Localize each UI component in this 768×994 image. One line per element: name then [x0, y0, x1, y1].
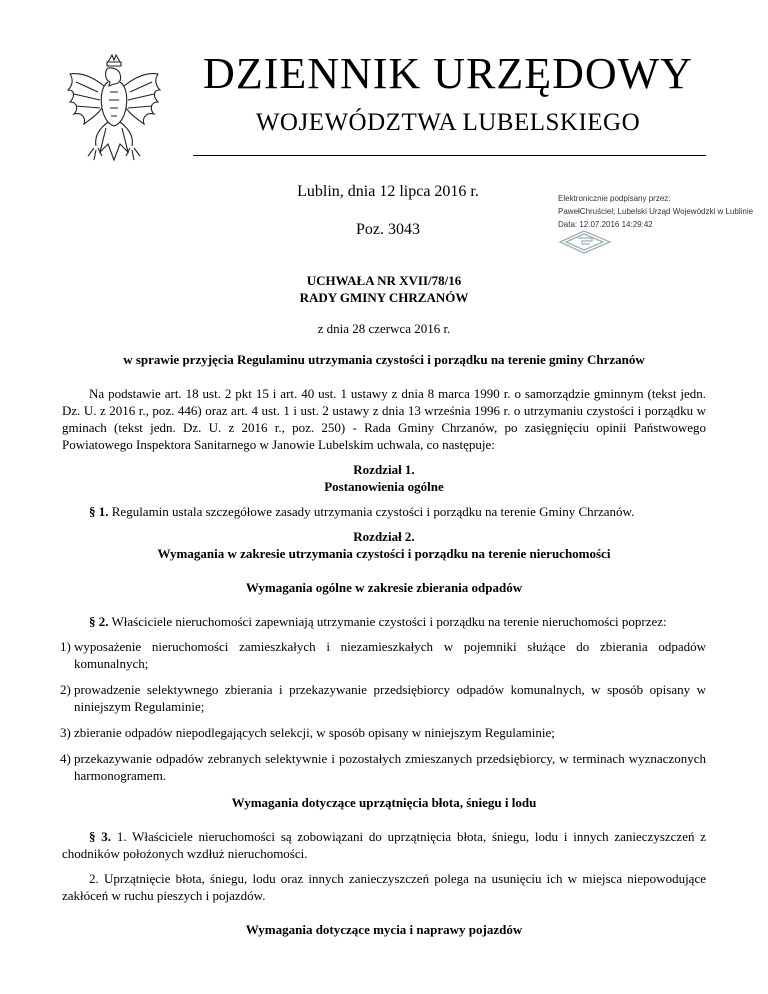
list-item: [62, 638, 706, 672]
list-item-number: 2): [60, 682, 71, 697]
signature-date: Data: 12.07.2016 14:29:42: [558, 220, 653, 229]
position-number: Poz. 3043: [356, 221, 420, 238]
paragraph-3-text-1: 1. Właściciele nieruchomości są zobowiązani do uprzątnięcia błota, śniegu, lodu i innych zanieczyszczeń z chodników położonych wzdłuż nieruchomości.: [62, 829, 707, 861]
paragraph-1: [62, 503, 706, 520]
resolution-number: UCHWAŁA NR XVII/78/16: [306, 273, 462, 288]
list-item: [62, 724, 706, 741]
section-heading-vehicle-washing: Wymagania dotyczące mycia i naprawy pojazdów: [245, 922, 523, 937]
list-item-number: 1): [60, 639, 71, 654]
list-item-number: 3): [60, 725, 71, 740]
list-item-text: zbieranie odpadów niepodlegających selekcji, w sposób opisany w niniejszym Regulaminie;: [74, 725, 555, 740]
signature-signer: PawełChruściel; Lubelski Urząd Wojewódzki w Lublinie: [558, 207, 754, 216]
electronic-signature: [558, 192, 758, 231]
list-item: [62, 750, 706, 784]
paragraph-3-point-1: [62, 828, 706, 862]
paragraph-2-list: [62, 638, 706, 784]
chapter-2-name: Wymagania w zakresie utrzymania czystości i porządku na terenie nieruchomości: [157, 546, 611, 561]
document-body: [62, 270, 706, 938]
paragraph-1-text: Regulamin ustala szczegółowe zasady utrzymania czystości i porządku na terenie Gminy Chrzanów.: [111, 504, 635, 519]
signature-stamp-icon: [556, 228, 616, 256]
list-item-text: wyposażenie nieruchomości zamieszkałych i niezamieszkałych w pojemniki służące do zbierania odpadów komunalnych;: [74, 639, 706, 671]
chapter-2-title: Rozdział 2.: [353, 529, 415, 544]
section-heading-snow-removal: Wymagania dotyczące uprzątnięcia błota, śniegu i lodu: [231, 795, 537, 810]
journal-title: DZIENNIK URZĘDOWY: [203, 49, 693, 98]
list-item-number: 4): [60, 751, 71, 766]
list-item: [62, 681, 706, 715]
paragraph-3-point-2: 2. Uprzątnięcie błota, śniegu, lodu oraz innych zanieczyszczeń polega na usunięciu ich w miejsca niepowodujące zakłóceń w ruchu pieszych i pojazdów.: [62, 871, 706, 903]
list-item-text: prowadzenie selektywnego zbierania i przekazywanie przedsiębiorcy odpadów komunalnych, w sposób opisany w niniejszym Regulaminie;: [74, 682, 706, 714]
journal-subtitle: WOJEWÓDZTWA LUBELSKIEGO: [255, 109, 641, 136]
paragraph-2-label: § 2.: [89, 614, 109, 629]
chapter-1-name: Postanowienia ogólne: [324, 479, 444, 494]
resolution-subject: w sprawie przyjęcia Regulaminu utrzymania czystości i porządku na terenie gminy Chrzanów: [123, 352, 645, 367]
paragraph-1-label: § 1.: [89, 504, 109, 519]
preamble: Na podstawie art. 18 ust. 2 pkt 15 i art. 40 ust. 1 ustawy z dnia 8 marca 1990 r. o samorządzie gminnym (tekst jedn. Dz. U. z 2016 r., poz. 446) oraz art. 4 ust. 1 i ust. 2 ustawy z dnia 13 września 1996 r. o utrzymaniu czystości i porządku w gminach (tekst jedn. Dz. U. z 2016 r., poz. 250) - Rada Gminy Chrzanów, po zasięgnięciu opinii Państwowego Powiatowego Inspektora Sanitarnego w Janowie Lubelskim uchwala, co następuje:: [62, 386, 706, 452]
publication-date: Lublin, dnia 12 lipca 2016 r.: [297, 183, 479, 200]
paragraph-2-text: Właściciele nieruchomości zapewniają utrzymanie czystości i porządku na terenie nieruchomości poprzez:: [111, 614, 667, 629]
chapter-1-title: Rozdział 1.: [353, 462, 415, 477]
signature-label: Elektronicznie podpisany przez:: [558, 194, 671, 203]
eagle-emblem-icon: [64, 52, 164, 170]
resolution-body: RADY GMINY CHRZANÓW: [299, 290, 469, 305]
masthead-divider: [193, 155, 706, 156]
paragraph-2: [62, 613, 706, 630]
list-item-text: przekazywanie odpadów zebranych selektywnie i pozostałych zmieszanych przedsiębiorcy, w terminach wyznaczonych harmonogramem.: [74, 751, 706, 783]
paragraph-3-label: § 3.: [89, 829, 112, 844]
resolution-date: z dnia 28 czerwca 2016 r.: [317, 321, 451, 336]
section-heading-waste-collection: Wymagania ogólne w zakresie zbierania odpadów: [245, 580, 523, 595]
